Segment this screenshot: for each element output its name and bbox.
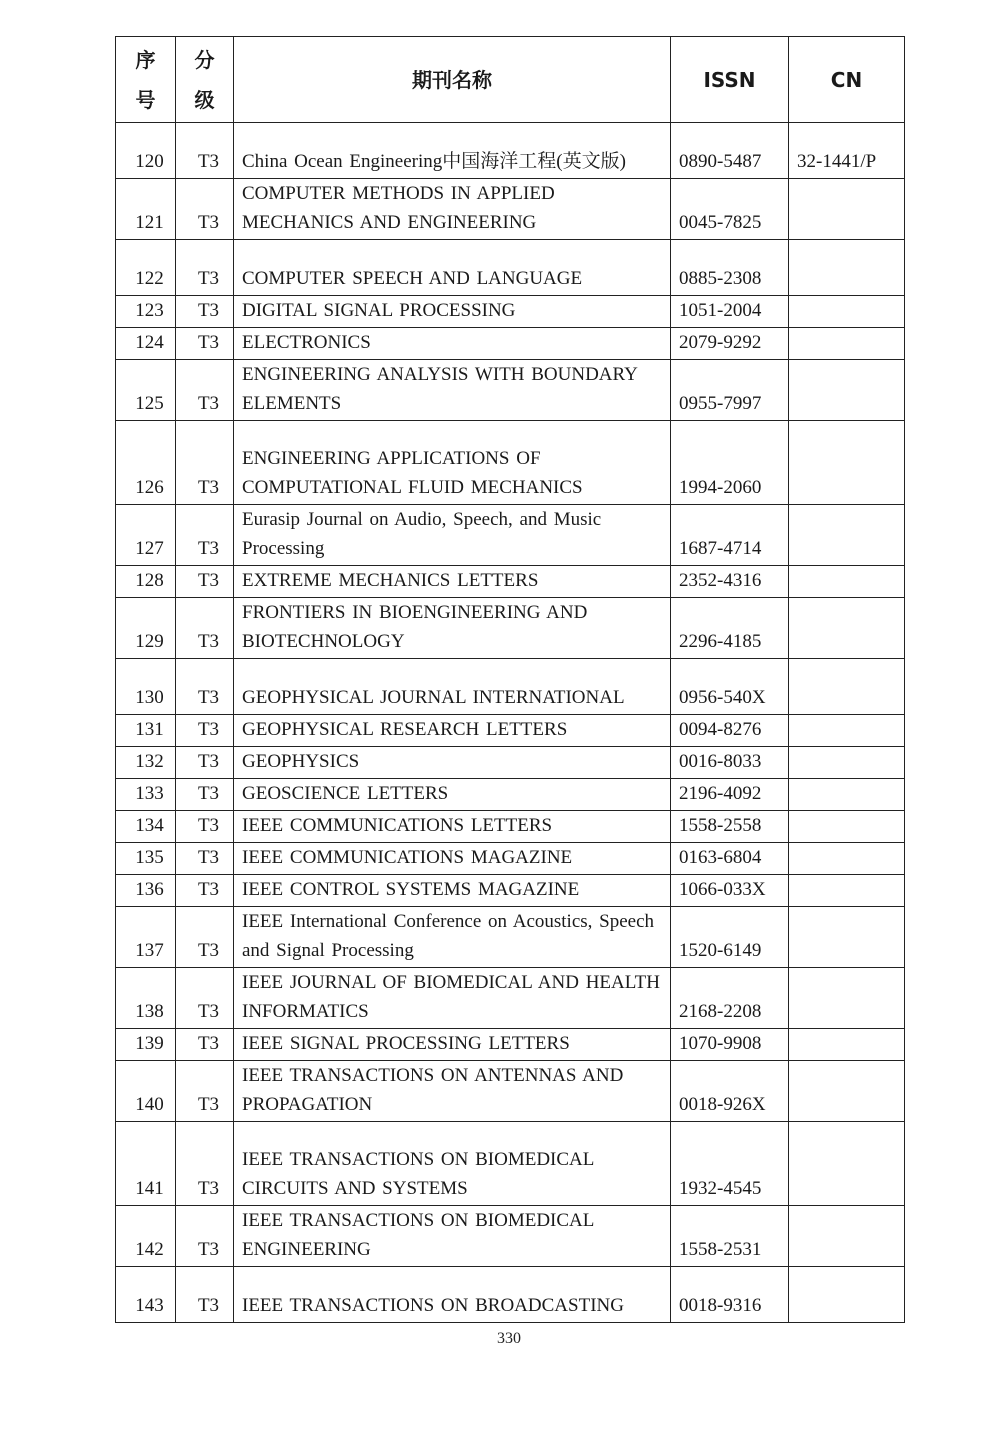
serial-number-cell: 142	[116, 1206, 176, 1267]
grade-cell: T3	[176, 1122, 234, 1206]
cn-cell	[789, 747, 905, 779]
journal-title-cell: GEOPHYSICAL RESEARCH LETTERS	[234, 715, 671, 747]
serial-number-cell: 135	[116, 843, 176, 875]
journal-title-cell: DIGITAL SIGNAL PROCESSING	[234, 296, 671, 328]
cn-cell	[789, 598, 905, 659]
cn-cell	[789, 811, 905, 843]
grade-cell: T3	[176, 1206, 234, 1267]
serial-number-cell: 120	[116, 123, 176, 179]
grade-cell: T3	[176, 1029, 234, 1061]
issn-cell: 0163-6804	[671, 843, 789, 875]
table-row	[116, 123, 905, 179]
journal-title-cell: GEOSCIENCE LETTERS	[234, 779, 671, 811]
grade-cell: T3	[176, 1267, 234, 1323]
serial-number-cell: 123	[116, 296, 176, 328]
serial-number-cell: 140	[116, 1061, 176, 1122]
cn-cell	[789, 566, 905, 598]
serial-number-cell: 141	[116, 1122, 176, 1206]
table-row	[116, 1122, 905, 1206]
cn-cell	[789, 1267, 905, 1323]
grade-cell: T3	[176, 1061, 234, 1122]
grade-cell: T3	[176, 598, 234, 659]
header-grade-line1: 分	[194, 47, 215, 72]
journal-title-cell: ENGINEERING ANALYSIS WITH BOUNDARY ELEMENTS	[234, 360, 671, 421]
serial-number-cell: 128	[116, 566, 176, 598]
table-row	[116, 179, 905, 240]
issn-cell: 2296-4185	[671, 598, 789, 659]
table-row	[116, 360, 905, 421]
table-row	[116, 747, 905, 779]
issn-cell: 0094-8276	[671, 715, 789, 747]
issn-cell: 2168-2208	[671, 968, 789, 1029]
issn-cell: 1687-4714	[671, 505, 789, 566]
cn-cell	[789, 968, 905, 1029]
cn-cell	[789, 715, 905, 747]
cn-cell	[789, 296, 905, 328]
cn-cell: 32-1441/P	[789, 123, 905, 179]
table-row	[116, 421, 905, 505]
grade-cell: T3	[176, 421, 234, 505]
table-row	[116, 843, 905, 875]
journal-title-cell: COMPUTER METHODS IN APPLIED MECHANICS AND ENGINEERING	[234, 179, 671, 240]
issn-cell: 1070-9908	[671, 1029, 789, 1061]
serial-number-cell: 134	[116, 811, 176, 843]
issn-cell: 0955-7997	[671, 360, 789, 421]
issn-cell: 2352-4316	[671, 566, 789, 598]
header-journal-title: 期刊名称	[234, 37, 671, 123]
cn-cell	[789, 659, 905, 715]
table-row	[116, 1061, 905, 1122]
issn-cell: 0018-9316	[671, 1267, 789, 1323]
cn-cell	[789, 875, 905, 907]
grade-cell: T3	[176, 566, 234, 598]
header-serial-number-line2: 号	[135, 87, 156, 112]
table-row	[116, 566, 905, 598]
journal-title-cell: IEEE TRANSACTIONS ON BROADCASTING	[234, 1267, 671, 1323]
grade-cell: T3	[176, 811, 234, 843]
grade-cell: T3	[176, 875, 234, 907]
grade-cell: T3	[176, 968, 234, 1029]
table-row	[116, 715, 905, 747]
cn-cell	[789, 843, 905, 875]
journal-title-cell: GEOPHYSICS	[234, 747, 671, 779]
serial-number-cell: 132	[116, 747, 176, 779]
issn-cell: 0016-8033	[671, 747, 789, 779]
issn-cell: 1520-6149	[671, 907, 789, 968]
grade-cell: T3	[176, 843, 234, 875]
serial-number-cell: 131	[116, 715, 176, 747]
journal-title-cell: China Ocean Engineering中国海洋工程(英文版)	[234, 123, 671, 179]
cn-cell	[789, 1029, 905, 1061]
table-row	[116, 968, 905, 1029]
cn-cell	[789, 240, 905, 296]
journal-title-cell: COMPUTER SPEECH AND LANGUAGE	[234, 240, 671, 296]
header-grade-line2: 级	[194, 87, 215, 112]
header-serial-number-line1: 序	[135, 47, 156, 72]
table-row	[116, 875, 905, 907]
grade-cell: T3	[176, 659, 234, 715]
cn-cell	[789, 779, 905, 811]
issn-cell: 1558-2558	[671, 811, 789, 843]
serial-number-cell: 122	[116, 240, 176, 296]
issn-cell: 2079-9292	[671, 328, 789, 360]
issn-cell: 1051-2004	[671, 296, 789, 328]
cn-cell	[789, 421, 905, 505]
grade-cell: T3	[176, 179, 234, 240]
journal-title-cell: IEEE COMMUNICATIONS LETTERS	[234, 811, 671, 843]
issn-cell: 0045-7825	[671, 179, 789, 240]
journal-table	[115, 36, 905, 1323]
serial-number-cell: 138	[116, 968, 176, 1029]
issn-cell: 0018-926X	[671, 1061, 789, 1122]
journal-title-cell: IEEE JOURNAL OF BIOMEDICAL AND HEALTH INFORMATICS	[234, 968, 671, 1029]
serial-number-cell: 127	[116, 505, 176, 566]
journal-title-cell: IEEE CONTROL SYSTEMS MAGAZINE	[234, 875, 671, 907]
serial-number-cell: 136	[116, 875, 176, 907]
journal-title-cell: Eurasip Journal on Audio, Speech, and Music Processing	[234, 505, 671, 566]
journal-title-cell: ELECTRONICS	[234, 328, 671, 360]
table-row	[116, 1206, 905, 1267]
cn-cell	[789, 360, 905, 421]
journal-title-cell: IEEE TRANSACTIONS ON ANTENNAS AND PROPAGATION	[234, 1061, 671, 1122]
issn-cell: 0890-5487	[671, 123, 789, 179]
grade-cell: T3	[176, 360, 234, 421]
table-row	[116, 240, 905, 296]
serial-number-cell: 124	[116, 328, 176, 360]
table-row	[116, 1267, 905, 1323]
issn-cell: 2196-4092	[671, 779, 789, 811]
cn-cell	[789, 1122, 905, 1206]
cn-cell	[789, 505, 905, 566]
grade-cell: T3	[176, 240, 234, 296]
journal-title-cell: EXTREME MECHANICS LETTERS	[234, 566, 671, 598]
cn-cell	[789, 328, 905, 360]
serial-number-cell: 126	[116, 421, 176, 505]
serial-number-cell: 121	[116, 179, 176, 240]
header-grade	[176, 37, 234, 123]
serial-number-cell: 139	[116, 1029, 176, 1061]
table-row	[116, 811, 905, 843]
journal-title-cell: IEEE TRANSACTIONS ON BIOMEDICAL ENGINEERING	[234, 1206, 671, 1267]
header-serial-number	[116, 37, 176, 123]
journal-title-cell: IEEE TRANSACTIONS ON BIOMEDICAL CIRCUITS AND SYSTEMS	[234, 1122, 671, 1206]
journal-title-cell: IEEE COMMUNICATIONS MAGAZINE	[234, 843, 671, 875]
header-issn: ISSN	[671, 37, 789, 123]
issn-cell: 1066-033X	[671, 875, 789, 907]
grade-cell: T3	[176, 505, 234, 566]
issn-cell: 1994-2060	[671, 421, 789, 505]
table-row	[116, 296, 905, 328]
cn-cell	[789, 1061, 905, 1122]
cn-cell	[789, 179, 905, 240]
cn-cell	[789, 907, 905, 968]
issn-cell: 0956-540X	[671, 659, 789, 715]
issn-cell: 0885-2308	[671, 240, 789, 296]
journal-title-cell: IEEE SIGNAL PROCESSING LETTERS	[234, 1029, 671, 1061]
table-body	[116, 123, 905, 1323]
journal-title-cell: GEOPHYSICAL JOURNAL INTERNATIONAL	[234, 659, 671, 715]
journal-title-cell: IEEE International Conference on Acoustics, Speech and Signal Processing	[234, 907, 671, 968]
grade-cell: T3	[176, 907, 234, 968]
grade-cell: T3	[176, 328, 234, 360]
grade-cell: T3	[176, 296, 234, 328]
table-row	[116, 907, 905, 968]
journal-title-cell: ENGINEERING APPLICATIONS OF COMPUTATIONAL FLUID MECHANICS	[234, 421, 671, 505]
serial-number-cell: 133	[116, 779, 176, 811]
page-number: 330	[497, 1330, 521, 1347]
table-header-row	[116, 37, 905, 123]
grade-cell: T3	[176, 779, 234, 811]
journal-title-cell: FRONTIERS IN BIOENGINEERING AND BIOTECHNOLOGY	[234, 598, 671, 659]
grade-cell: T3	[176, 123, 234, 179]
table-row	[116, 779, 905, 811]
serial-number-cell: 129	[116, 598, 176, 659]
table-row	[116, 505, 905, 566]
issn-cell: 1558-2531	[671, 1206, 789, 1267]
table-row	[116, 328, 905, 360]
grade-cell: T3	[176, 715, 234, 747]
header-cn: CN	[789, 37, 905, 123]
cn-cell	[789, 1206, 905, 1267]
table-row	[116, 659, 905, 715]
grade-cell: T3	[176, 747, 234, 779]
serial-number-cell: 130	[116, 659, 176, 715]
serial-number-cell: 137	[116, 907, 176, 968]
table-row	[116, 1029, 905, 1061]
serial-number-cell: 143	[116, 1267, 176, 1323]
serial-number-cell: 125	[116, 360, 176, 421]
table-row	[116, 598, 905, 659]
issn-cell: 1932-4545	[671, 1122, 789, 1206]
